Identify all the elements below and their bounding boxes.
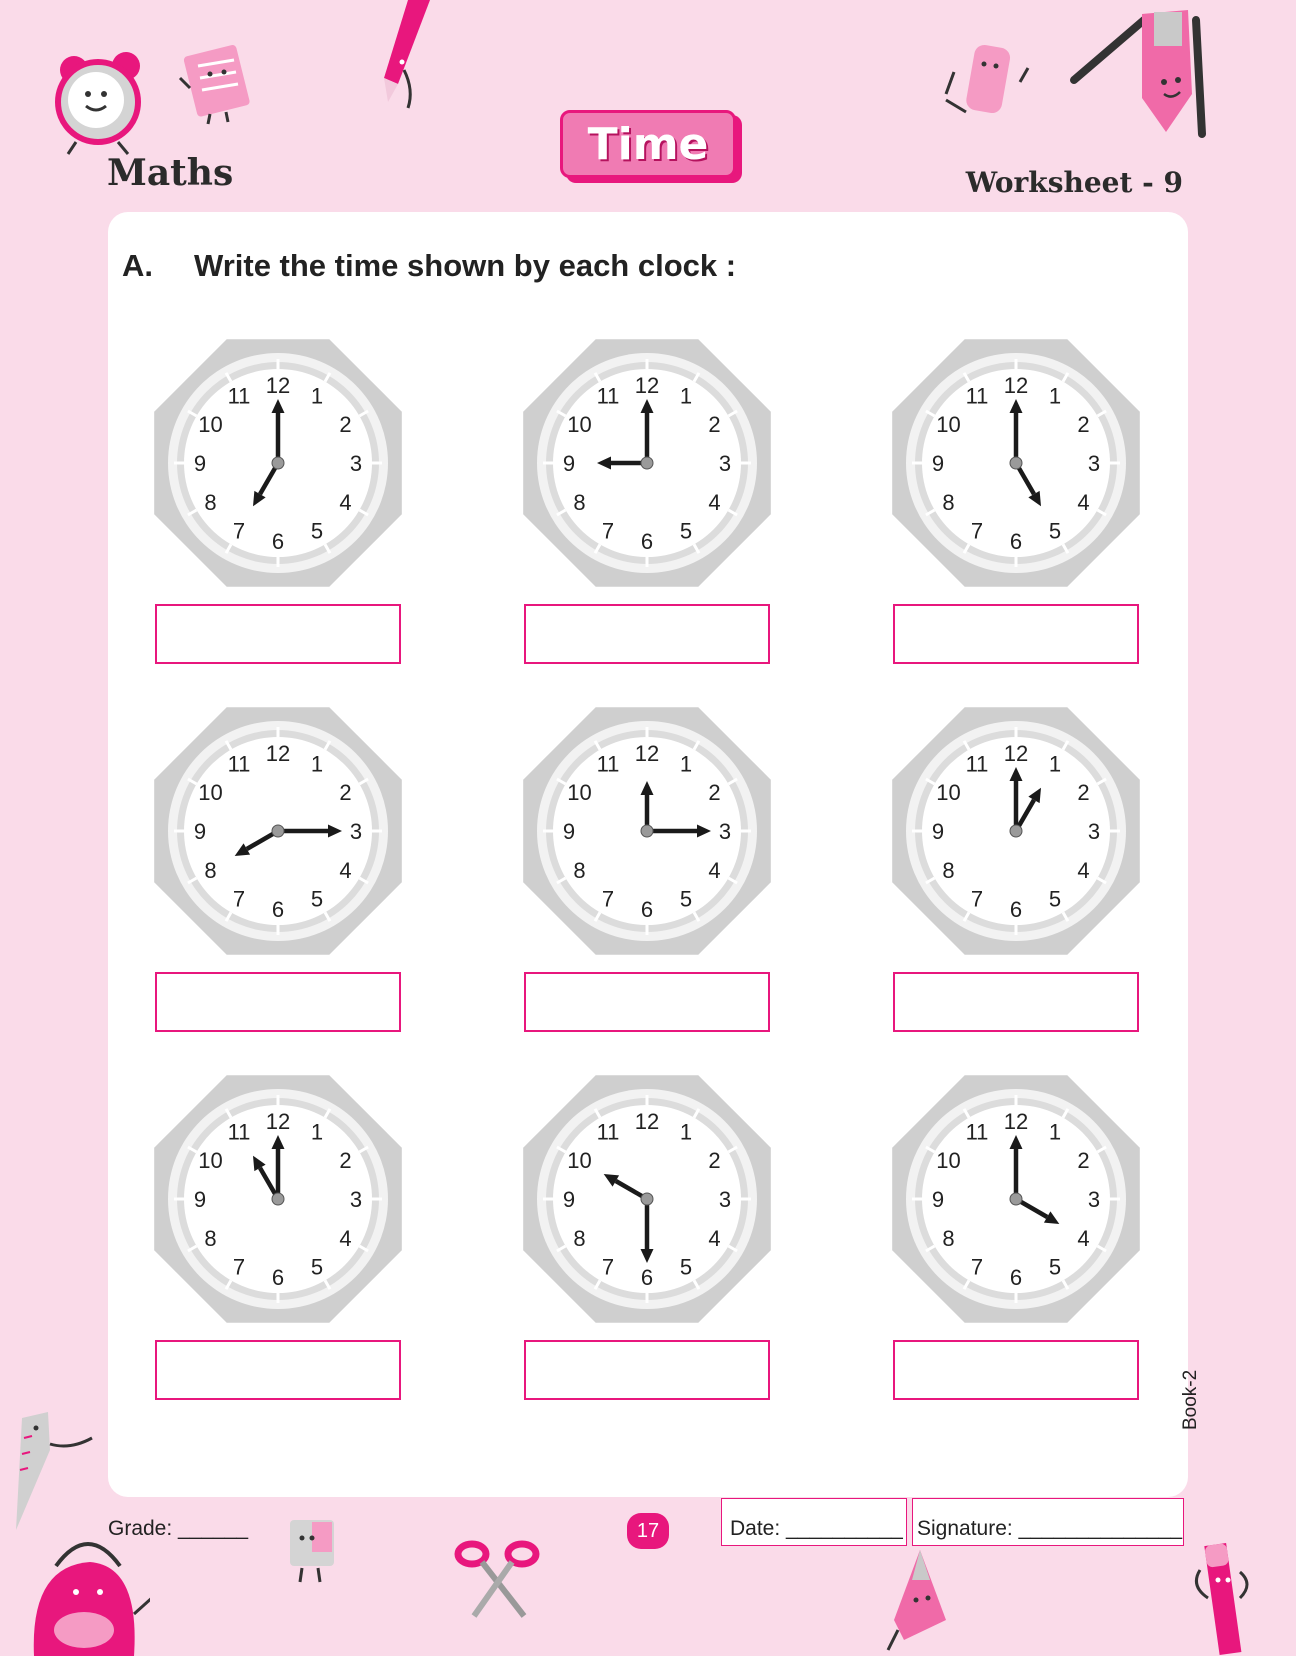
- clock-number: 2: [708, 780, 721, 805]
- clock-number: 3: [349, 451, 363, 476]
- analog-clock: [891, 1074, 1141, 1324]
- clock-number: 7: [601, 1254, 615, 1280]
- title-banner: [560, 110, 736, 178]
- clock-number: 7: [232, 518, 246, 544]
- clock-number: 12: [634, 741, 660, 766]
- clock-number: 8: [573, 858, 586, 883]
- clock-number: 2: [708, 1148, 721, 1173]
- analog-clock: [522, 706, 772, 956]
- clock-number: 10: [198, 780, 223, 805]
- clock-number: 12: [634, 1109, 660, 1134]
- answer-box[interactable]: [155, 1340, 401, 1400]
- clock-center-pin: [272, 825, 284, 837]
- clock-number: 12: [265, 1109, 291, 1134]
- clock-number: 7: [232, 886, 246, 912]
- clock-number: 6: [271, 897, 285, 922]
- analog-clock: [522, 1074, 772, 1324]
- clock-number: 11: [965, 1119, 989, 1145]
- clock-number: 5: [1048, 886, 1062, 912]
- pencil-mascot: [380, 0, 440, 112]
- notepad-mascot: [176, 42, 260, 126]
- answer-box[interactable]: [893, 972, 1139, 1032]
- clock-number: 5: [679, 518, 693, 544]
- pencil-mascot-small: [1190, 1540, 1256, 1656]
- clock-number: 5: [310, 886, 324, 912]
- clock-number: 8: [942, 1226, 955, 1251]
- worksheet-number: Worksheet - 9: [965, 166, 1183, 199]
- clock-number: 5: [310, 1254, 324, 1280]
- clock-number: 12: [1003, 373, 1029, 398]
- clock-number: 9: [931, 819, 945, 844]
- clock-number: 1: [679, 1119, 693, 1145]
- clock-number: 7: [970, 1254, 984, 1280]
- clock-number: 3: [718, 1187, 732, 1212]
- clock-number: 10: [936, 780, 961, 805]
- clock-number: 8: [204, 490, 217, 515]
- clock-number: 4: [1077, 490, 1090, 515]
- clock-number: 11: [596, 751, 620, 777]
- clock-number: 9: [562, 1187, 576, 1212]
- clock-number: 9: [193, 1187, 207, 1212]
- clock-number: 9: [562, 451, 576, 476]
- analog-clock: [153, 338, 403, 588]
- clock-number: 7: [601, 518, 615, 544]
- clock-number: 12: [265, 373, 291, 398]
- clock-number: 2: [1077, 412, 1090, 437]
- clock-number: 12: [1003, 741, 1029, 766]
- compass-pencil-mascot: [1070, 8, 1220, 138]
- clock-number: 1: [310, 1119, 324, 1145]
- clock-center-pin: [1010, 825, 1022, 837]
- clock-number: 4: [708, 858, 721, 883]
- alarm-clock-mascot: [54, 44, 150, 156]
- clock-number: 1: [679, 751, 693, 777]
- clock-number: 7: [970, 886, 984, 912]
- clock-number: 7: [232, 1254, 246, 1280]
- clock-center-pin: [641, 825, 653, 837]
- clock-number: 6: [1009, 529, 1023, 554]
- clock-number: 10: [567, 412, 592, 437]
- clock-number: 9: [193, 819, 207, 844]
- clock-number: 7: [970, 518, 984, 544]
- answer-box[interactable]: [893, 1340, 1139, 1400]
- clock-number: 2: [1077, 780, 1090, 805]
- answer-box[interactable]: [893, 604, 1139, 664]
- analog-clock: [153, 1074, 403, 1324]
- page-number: 17: [627, 1513, 669, 1549]
- clock-number: 6: [640, 529, 654, 554]
- scissors-icon: [454, 1536, 540, 1622]
- analog-clock: [891, 706, 1141, 956]
- clock-number: 3: [718, 819, 732, 844]
- answer-box[interactable]: [524, 604, 770, 664]
- pen-mascot: [886, 1550, 956, 1656]
- clock-number: 9: [931, 451, 945, 476]
- sharpener-mascot: [282, 1516, 346, 1588]
- clock-number: 2: [708, 412, 721, 437]
- ruler-mascot: [10, 1410, 94, 1532]
- clock-number: 3: [349, 819, 363, 844]
- book-label: Book-2: [1180, 1369, 1201, 1430]
- answer-box[interactable]: [524, 972, 770, 1032]
- clock-number: 11: [965, 383, 989, 409]
- clock-number: 2: [339, 412, 352, 437]
- analog-clock: [891, 338, 1141, 588]
- clock-number: 5: [1048, 1254, 1062, 1280]
- question-letter: A.: [122, 248, 153, 283]
- clock-number: 1: [679, 383, 693, 409]
- clock-number: 10: [567, 780, 592, 805]
- answer-box[interactable]: [155, 972, 401, 1032]
- clock-number: 5: [679, 886, 693, 912]
- clock-number: 6: [1009, 1265, 1023, 1290]
- clock-number: 3: [349, 1187, 363, 1212]
- clock-number: 10: [567, 1148, 592, 1173]
- clock-number: 11: [965, 751, 989, 777]
- date-field[interactable]: Date: __________: [721, 1498, 907, 1546]
- clock-number: 1: [310, 751, 324, 777]
- clock-center-pin: [272, 1193, 284, 1205]
- clock-number: 10: [936, 1148, 961, 1173]
- clock-number: 2: [339, 780, 352, 805]
- clock-number: 5: [1048, 518, 1062, 544]
- clock-number: 8: [942, 858, 955, 883]
- clock-number: 4: [708, 1226, 721, 1251]
- clock-number: 9: [562, 819, 576, 844]
- clock-number: 3: [718, 451, 732, 476]
- clock-number: 1: [1048, 751, 1062, 777]
- eraser-mascot: [944, 42, 1030, 122]
- clock-number: 2: [339, 1148, 352, 1173]
- clock-number: 1: [1048, 1119, 1062, 1145]
- clock-number: 11: [596, 383, 620, 409]
- clock-number: 4: [708, 490, 721, 515]
- clock-number: 8: [573, 1226, 586, 1251]
- clock-number: 11: [227, 751, 251, 777]
- bag-mascot: [16, 1526, 150, 1656]
- clock-number: 7: [601, 886, 615, 912]
- clock-number: 12: [265, 741, 291, 766]
- clock-number: 8: [573, 490, 586, 515]
- clock-number: 3: [1087, 1187, 1101, 1212]
- clock-center-pin: [641, 1193, 653, 1205]
- clock-number: 8: [942, 490, 955, 515]
- clock-number: 11: [596, 1119, 620, 1145]
- clock-number: 5: [679, 1254, 693, 1280]
- clock-number: 11: [227, 1119, 251, 1145]
- subject-label: Maths: [107, 152, 234, 194]
- clock-number: 9: [193, 451, 207, 476]
- clock-number: 6: [640, 1265, 654, 1290]
- clock-number: 12: [1003, 1109, 1029, 1134]
- signature-field[interactable]: Signature: ______________: [912, 1498, 1184, 1546]
- clock-center-pin: [1010, 1193, 1022, 1205]
- analog-clock: [522, 338, 772, 588]
- answer-box[interactable]: [155, 604, 401, 664]
- clock-number: 10: [198, 1148, 223, 1173]
- clock-number: 1: [1048, 383, 1062, 409]
- clock-number: 5: [310, 518, 324, 544]
- page-title: Time: [587, 118, 709, 170]
- clock-number: 6: [271, 529, 285, 554]
- clock-number: 12: [634, 373, 660, 398]
- clock-number: 6: [271, 1265, 285, 1290]
- clock-number: 4: [1077, 858, 1090, 883]
- clock-number: 4: [1077, 1226, 1090, 1251]
- clock-number: 4: [339, 1226, 352, 1251]
- clock-number: 10: [198, 412, 223, 437]
- question-instruction: Write the time shown by each clock :: [194, 248, 737, 283]
- clock-number: 4: [339, 858, 352, 883]
- clock-center-pin: [641, 457, 653, 469]
- clock-number: 8: [204, 858, 217, 883]
- clock-center-pin: [1010, 457, 1022, 469]
- clock-number: 2: [1077, 1148, 1090, 1173]
- clock-number: 9: [931, 1187, 945, 1212]
- clock-number: 3: [1087, 451, 1101, 476]
- analog-clock: [153, 706, 403, 956]
- clock-number: 4: [339, 490, 352, 515]
- clock-number: 10: [936, 412, 961, 437]
- clock-number: 6: [640, 897, 654, 922]
- clock-number: 3: [1087, 819, 1101, 844]
- clock-center-pin: [272, 457, 284, 469]
- answer-box[interactable]: [524, 1340, 770, 1400]
- clock-number: 6: [1009, 897, 1023, 922]
- clock-number: 1: [310, 383, 324, 409]
- clock-number: 8: [204, 1226, 217, 1251]
- clock-number: 11: [227, 383, 251, 409]
- grade-field[interactable]: Grade: ______: [108, 1517, 249, 1540]
